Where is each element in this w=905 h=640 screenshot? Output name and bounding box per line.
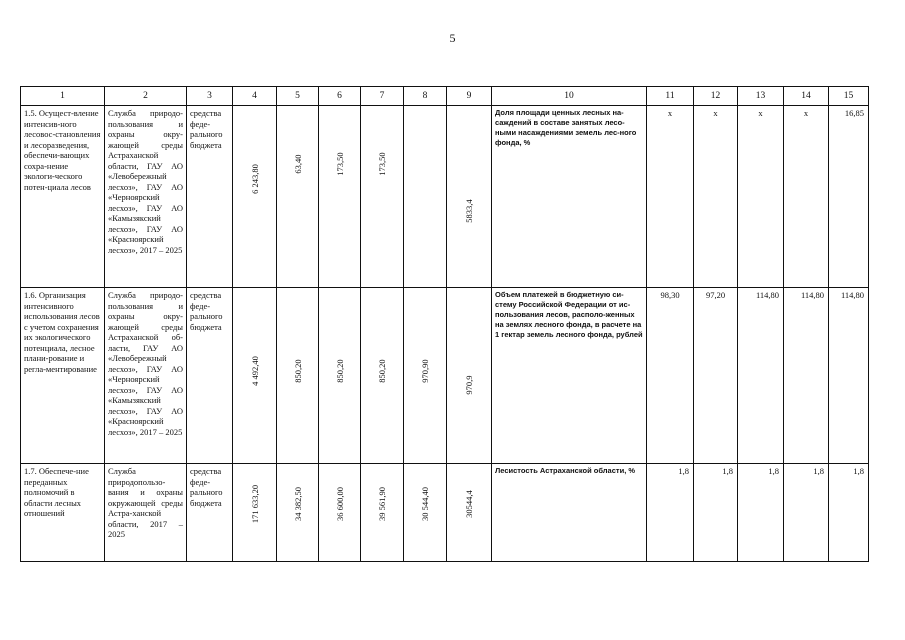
funding-year-cell bbox=[447, 464, 492, 562]
executor-cell: Служба природопользо-вания и охраны окружающей среды Астра-ханской области, 2017 – 2025 bbox=[105, 464, 187, 562]
indicator-value-cell: 1,8 bbox=[784, 464, 829, 562]
funding-year-value: 850,20 bbox=[292, 359, 303, 383]
funding-year-cell bbox=[319, 288, 361, 464]
indicator-value-cell: 1,8 bbox=[694, 464, 738, 562]
funding-year-value: 970,90 bbox=[419, 359, 430, 383]
column-header: 8 bbox=[404, 87, 447, 106]
column-header: 9 bbox=[447, 87, 492, 106]
program-measures-table bbox=[20, 86, 869, 562]
funding-year-value: 30 544,40 bbox=[419, 487, 430, 521]
indicator-value-cell: x bbox=[694, 106, 738, 288]
funding-year-value: 63,40 bbox=[292, 154, 303, 174]
funding-year-value: 30544,4 bbox=[463, 490, 474, 518]
indicator-cell: Доля площади ценных лесных на-саждений в составе занятых лесо-ными насаждениями земель лес-ного фонда, % bbox=[492, 106, 647, 288]
indicator-cell: Лесистость Астраханской области, % bbox=[492, 464, 647, 562]
funding-year-value: 39 561,90 bbox=[376, 487, 387, 521]
funding-total-cell bbox=[233, 288, 277, 464]
funding-year-cell bbox=[447, 106, 492, 288]
indicator-value-cell: 114,80 bbox=[829, 288, 869, 464]
indicator-value-cell: x bbox=[784, 106, 829, 288]
funding-year-cell bbox=[319, 106, 361, 288]
funding-year-cell bbox=[404, 464, 447, 562]
measure-cell: 1.5. Осущест-вление интенсив-ного лесовос-становления и лесоразведения, обеспечи-вающих сохра-нение экологи-ческого потен-циала лесов bbox=[21, 106, 105, 288]
funding-year-cell bbox=[361, 464, 404, 562]
funding-source-cell: средства феде-рального бюджета bbox=[187, 464, 233, 562]
column-number-row bbox=[21, 87, 869, 106]
indicator-value-cell: 114,80 bbox=[738, 288, 784, 464]
funding-year-cell bbox=[277, 464, 319, 562]
funding-year-value: 850,20 bbox=[376, 359, 387, 383]
column-header: 3 bbox=[187, 87, 233, 106]
column-header: 7 bbox=[361, 87, 404, 106]
funding-year-cell bbox=[319, 464, 361, 562]
column-header: 11 bbox=[647, 87, 694, 106]
funding-year-value: 173,50 bbox=[334, 152, 345, 176]
column-header: 5 bbox=[277, 87, 319, 106]
funding-total-cell bbox=[233, 464, 277, 562]
funding-total-value: 171 633,20 bbox=[249, 484, 260, 524]
funding-source-cell: средства феде-рального бюджета bbox=[187, 288, 233, 464]
indicator-value-cell: 1,8 bbox=[829, 464, 869, 562]
indicator-value-cell: 1,8 bbox=[738, 464, 784, 562]
indicator-cell: Объем платежей в бюджетную си-стему Российской Федерации от ис-пользования лесов, располо-женных на землях лесного фонда, в расчете на 1 гектар земель лесного фонда, рублей bbox=[492, 288, 647, 464]
funding-year-value: 36 600,00 bbox=[334, 487, 345, 521]
column-header: 6 bbox=[319, 87, 361, 106]
table-row bbox=[21, 106, 869, 288]
column-header: 14 bbox=[784, 87, 829, 106]
column-header: 15 bbox=[829, 87, 869, 106]
measure-cell: 1.6. Организация интенсивного использования лесов с учетом сохранения их экологического потенциала, лесное плани-рование и регла-ментирование bbox=[21, 288, 105, 464]
page-number: 5 bbox=[449, 31, 456, 45]
table-row bbox=[21, 288, 869, 464]
funding-total-cell bbox=[233, 106, 277, 288]
funding-year-cell bbox=[361, 288, 404, 464]
funding-year-value: 5833,4 bbox=[463, 199, 474, 223]
funding-year-cell bbox=[361, 106, 404, 288]
indicator-value-cell: 114,80 bbox=[784, 288, 829, 464]
funding-source-cell: средства феде-рального бюджета bbox=[187, 106, 233, 288]
column-header: 1 bbox=[21, 87, 105, 106]
indicator-value-cell: x bbox=[738, 106, 784, 288]
funding-year-cell bbox=[447, 288, 492, 464]
indicator-value-cell: 1,8 bbox=[647, 464, 694, 562]
indicator-value-cell: 98,30 bbox=[647, 288, 694, 464]
funding-total-value: 4 492,40 bbox=[249, 356, 260, 386]
indicator-value-cell: 97,20 bbox=[694, 288, 738, 464]
column-header: 13 bbox=[738, 87, 784, 106]
indicator-value-cell: 16,85 bbox=[829, 106, 869, 288]
funding-year-value: 34 382,50 bbox=[292, 487, 303, 521]
funding-year-cell bbox=[277, 288, 319, 464]
funding-year-cell bbox=[277, 106, 319, 288]
column-header: 4 bbox=[233, 87, 277, 106]
funding-year-cell bbox=[404, 106, 447, 288]
funding-year-value: 850,20 bbox=[334, 359, 345, 383]
indicator-value-cell: x bbox=[647, 106, 694, 288]
funding-year-value: 173,50 bbox=[376, 152, 387, 176]
funding-year-value: 970,9 bbox=[463, 375, 474, 395]
column-header: 12 bbox=[694, 87, 738, 106]
column-header: 10 bbox=[492, 87, 647, 106]
executor-cell: Служба природо-пользования и охраны окру-жающей среды Астраханской области, ГАУ АО «Левобережный лесхоз», ГАУ АО «Черноярский лесхоз», ГАУ АО «Камызякский лесхоз», ГАУ АО «Красноярский лесхоз», 2017 – 2025 bbox=[105, 106, 187, 288]
table-row bbox=[21, 464, 869, 562]
measure-cell: 1.7. Обеспече-ние переданных полномочий в области лесных отношений bbox=[21, 464, 105, 562]
funding-year-cell bbox=[404, 288, 447, 464]
column-header: 2 bbox=[105, 87, 187, 106]
funding-total-value: 6 243,80 bbox=[249, 164, 260, 194]
executor-cell: Служба природо-пользования и охраны окру-жающей среды Астраханской об-ласти, ГАУ АО «Левобережный лесхоз», ГАУ АО «Черноярский лесхоз», ГАУ АО «Камызякский лесхоз», ГАУ АО «Красноярский лесхоз», 2017 – 2025 bbox=[105, 288, 187, 464]
